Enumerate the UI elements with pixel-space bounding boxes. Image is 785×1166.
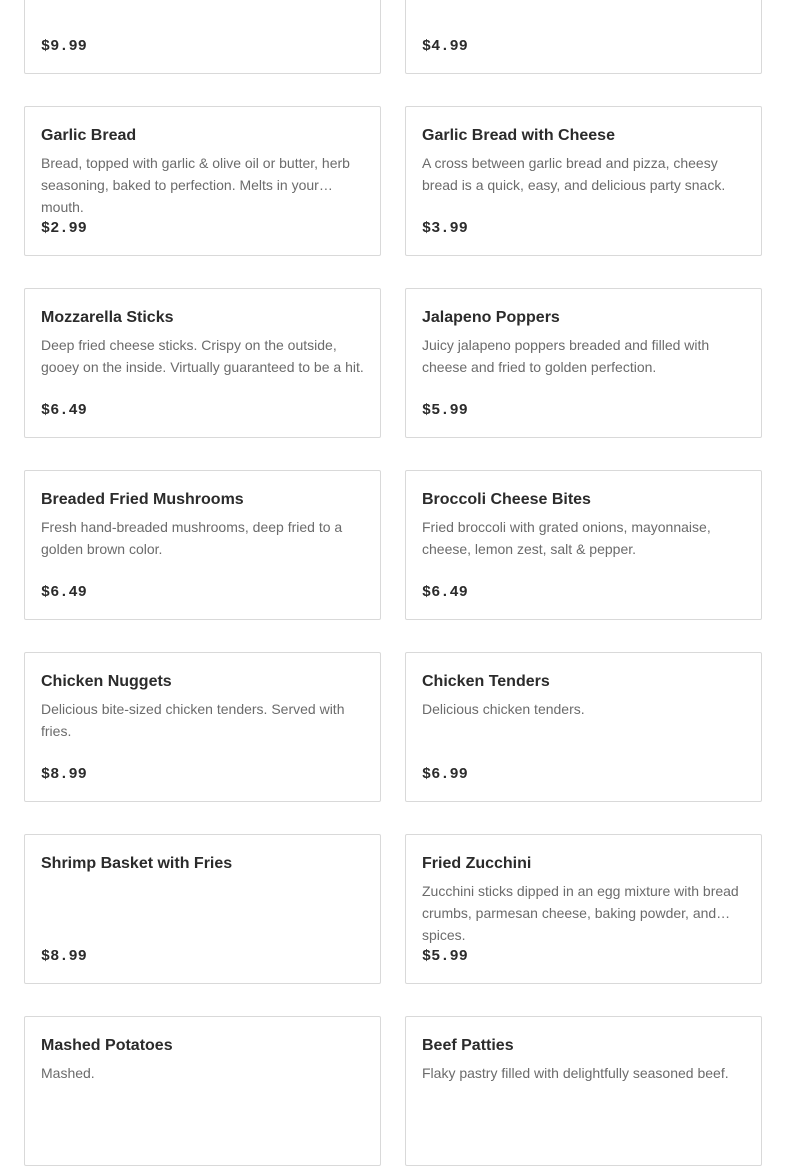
item-description <box>41 0 364 14</box>
menu-item-card[interactable] <box>405 0 762 74</box>
item-description <box>422 0 745 14</box>
menu-item-card[interactable] <box>24 0 381 74</box>
item-description: Delicious bite-sized chicken tenders. Served with fries. <box>41 701 345 739</box>
menu-item-card[interactable] <box>405 834 762 984</box>
menu-item-card[interactable] <box>405 470 762 620</box>
menu-item-card[interactable] <box>405 106 762 256</box>
item-name: Garlic Bread with Cheese <box>422 127 615 144</box>
item-name: Breaded Fried Mushrooms <box>41 491 244 508</box>
item-description <box>41 880 364 924</box>
item-description: Juicy jalapeno poppers breaded and filled with cheese and fried to golden perfection. <box>422 337 710 375</box>
item-price: $9.99 <box>41 38 88 55</box>
item-description: Fresh hand-breaded mushrooms, deep fried to a golden brown color. <box>41 519 343 557</box>
menu-item-grid <box>24 0 761 1166</box>
item-name: Garlic Bread <box>41 127 137 144</box>
item-price: $6.99 <box>422 766 469 783</box>
item-description: Mashed. <box>41 1065 95 1081</box>
item-name: Chicken Nuggets <box>41 673 172 690</box>
item-name: Mozzarella Sticks <box>41 309 174 326</box>
item-name: Shrimp Basket with Fries <box>41 855 233 872</box>
item-price: $6.49 <box>422 584 469 601</box>
item-name: Beef Patties <box>422 1037 514 1054</box>
item-name: Fried Zucchini <box>422 855 532 872</box>
item-price: $6.49 <box>41 584 88 601</box>
item-price: $3.99 <box>422 220 469 237</box>
menu-item-card[interactable] <box>24 1016 381 1166</box>
item-price: $5.99 <box>422 948 469 965</box>
item-name: Broccoli Cheese Bites <box>422 491 591 508</box>
menu-item-card[interactable] <box>24 834 381 984</box>
item-description: Deep fried cheese sticks. Crispy on the outside, gooey on the inside. Virtually guaranteed to be a hit. <box>41 337 364 375</box>
item-description: A cross between garlic bread and pizza, cheesy bread is a quick, easy, and delicious party snack. <box>422 155 726 193</box>
menu-item-card[interactable] <box>405 288 762 438</box>
item-price: $8.99 <box>41 948 88 965</box>
item-description: Delicious chicken tenders. <box>422 701 585 717</box>
item-name: Jalapeno Poppers <box>422 309 560 326</box>
item-price: $8.99 <box>41 766 88 783</box>
item-price: $2.99 <box>41 220 88 237</box>
menu-item-card[interactable] <box>24 470 381 620</box>
item-price: $6.49 <box>41 402 88 419</box>
menu-item-card[interactable] <box>24 288 381 438</box>
menu-item-card[interactable] <box>405 652 762 802</box>
menu-item-card[interactable] <box>24 652 381 802</box>
item-price: $4.99 <box>422 38 469 55</box>
item-description: Zucchini sticks dipped in an egg mixture with bread crumbs, parmesan cheese, baking powder, and spices. <box>422 883 739 943</box>
item-description: Flaky pastry filled with delightfully seasoned beef. <box>422 1065 729 1081</box>
item-name: Mashed Potatoes <box>41 1037 173 1054</box>
item-price: $5.99 <box>422 402 469 419</box>
item-description: Bread, topped with garlic & olive oil or butter, herb seasoning, baked to perfection. Melts in your mouth. <box>41 155 350 215</box>
item-name: Chicken Tenders <box>422 673 550 690</box>
item-description: Fried broccoli with grated onions, mayonnaise, cheese, lemon zest, salt & pepper. <box>422 519 711 557</box>
menu-item-card[interactable] <box>24 106 381 256</box>
menu-item-card[interactable] <box>405 1016 762 1166</box>
